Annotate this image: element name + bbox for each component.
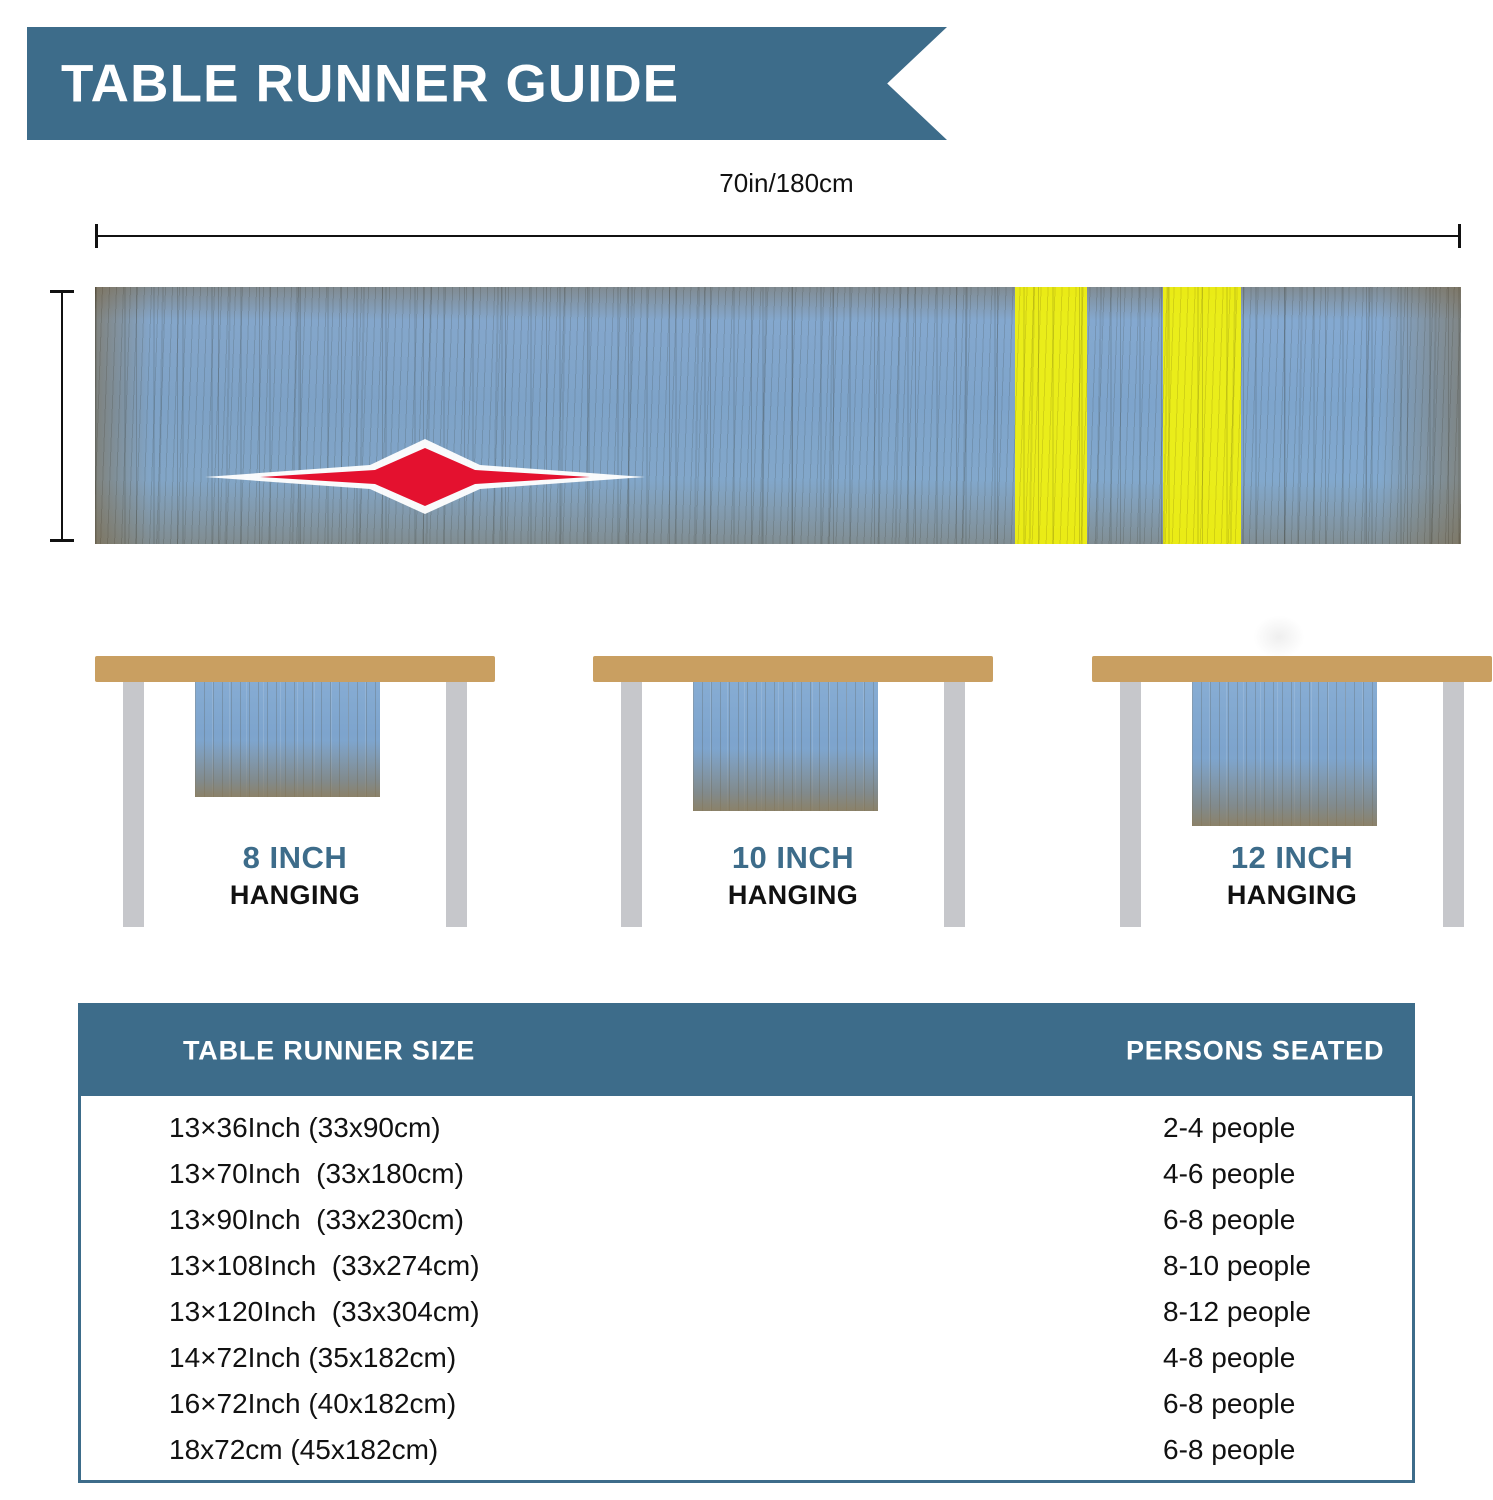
cell-size: 13×36Inch (33x90cm) xyxy=(169,1112,441,1143)
size-chart-table xyxy=(78,1003,1415,1483)
width-dimension-value: 70in/180cm xyxy=(719,168,854,198)
size-chart-body xyxy=(81,1096,1412,1480)
table-top xyxy=(1092,656,1492,682)
cell-persons: 4-6 people xyxy=(1163,1158,1296,1189)
column-header-size: TABLE RUNNER SIZE xyxy=(183,1035,476,1066)
table-row xyxy=(81,1204,1412,1250)
width-measure-bar xyxy=(95,235,1461,237)
cell-size: 18x72cm (45x182cm) xyxy=(169,1434,439,1465)
cell-persons: 2-4 people xyxy=(1163,1112,1296,1143)
width-dimension-label xyxy=(0,168,1493,199)
highlight-glow xyxy=(1254,616,1304,658)
hanging-caption: HANGING xyxy=(1226,880,1358,910)
red-diamond-motif-icon xyxy=(205,439,645,514)
table-row xyxy=(81,1250,1412,1296)
table-runner-product-image xyxy=(95,287,1461,544)
cell-persons: 8-12 people xyxy=(1163,1296,1311,1327)
table-row xyxy=(81,1434,1412,1480)
hanging-size-label: 10 INCH xyxy=(731,840,855,875)
hanging-size-label: 12 INCH xyxy=(1230,840,1354,875)
cell-size: 13×120Inch (33x304cm) xyxy=(169,1296,480,1327)
column-header-persons: PERSONS SEATED xyxy=(1126,1035,1385,1066)
height-measure-bar xyxy=(61,290,63,542)
cell-persons: 6-8 people xyxy=(1163,1204,1296,1235)
title-banner xyxy=(27,27,947,140)
table-row xyxy=(81,1296,1412,1342)
hanging-size-label: 8 INCH xyxy=(242,840,348,875)
table-top xyxy=(593,656,993,682)
table-top xyxy=(95,656,495,682)
size-chart-header-row xyxy=(81,1006,1412,1096)
cell-size: 13×90Inch (33x230cm) xyxy=(169,1204,464,1235)
cell-size: 13×108Inch (33x274cm) xyxy=(169,1250,480,1281)
table-row xyxy=(81,1158,1412,1204)
hanging-illustration-10-inch xyxy=(593,648,993,928)
hanging-label-12-inch xyxy=(1092,840,1492,911)
hanging-illustration-12-inch xyxy=(1092,648,1492,928)
page-title: TABLE RUNNER GUIDE xyxy=(61,54,680,113)
cell-persons: 6-8 people xyxy=(1163,1388,1296,1419)
cell-persons: 4-8 people xyxy=(1163,1342,1296,1373)
hanging-caption: HANGING xyxy=(727,880,859,910)
hanging-label-10-inch xyxy=(593,840,993,911)
cell-size: 14×72Inch (35x182cm) xyxy=(169,1342,457,1373)
table-row xyxy=(81,1112,1412,1158)
cell-persons: 8-10 people xyxy=(1163,1250,1311,1281)
hanging-illustration-8-inch xyxy=(95,648,495,928)
table-row xyxy=(81,1388,1412,1434)
cell-size: 16×72Inch (40x182cm) xyxy=(169,1388,457,1419)
hanging-caption: HANGING xyxy=(229,880,361,910)
table-row xyxy=(81,1342,1412,1388)
hanging-label-8-inch xyxy=(95,840,495,911)
cell-size: 13×70Inch (33x180cm) xyxy=(169,1158,464,1189)
cell-persons: 6-8 people xyxy=(1163,1434,1296,1465)
